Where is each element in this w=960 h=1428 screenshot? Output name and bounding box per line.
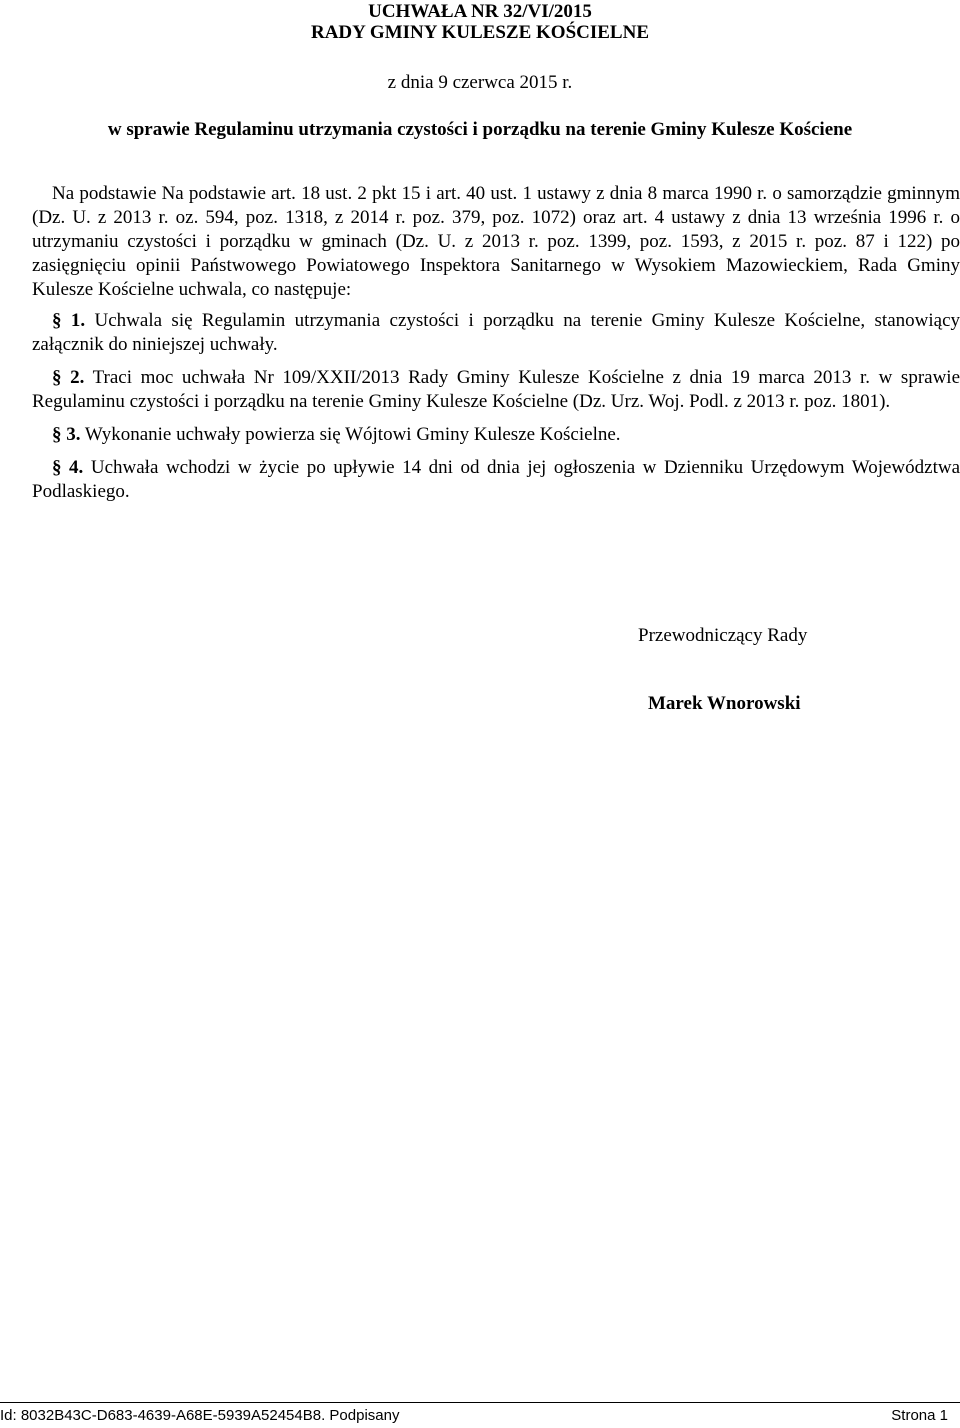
- footer-divider: [0, 1402, 960, 1403]
- resolution-subject: w sprawie Regulaminu utrzymania czystości i porządku na terenie Gminy Kulesze Kościene: [107, 119, 853, 140]
- paragraph-1: [32, 309, 960, 357]
- footer-page-number: Strona 1: [891, 1407, 948, 1424]
- footer-document-id: Id: 8032B43C-D683-4639-A68E-5939A52454B8. Podpisany: [0, 1407, 400, 1424]
- paragraph-text: Traci moc uchwała Nr 109/XXII/2013 Rady Gminy Kulesze Kościelne z dnia 19 marca 2013 r. w sprawie Regulaminu czystości i porządku na terenie Gminy Kulesze Kościelne (Dz. Urz. Woj. Podl. z 2013 r. poz. 1801).: [32, 367, 960, 412]
- signer-role: Przewodniczący Rady: [638, 625, 808, 646]
- council-name: RADY GMINY KULESZE KOŚCIELNE: [310, 22, 649, 43]
- preamble: Na podstawie Na podstawie art. 18 ust. 2 pkt 15 i art. 40 ust. 1 ustawy z dnia 8 marca 1990 r. o samorządzie gminnym (Dz. U. z 2013 r. oz. 594, poz. 1318, z 2014 r. poz. 379, poz. 1072) oraz art. 4 ustawy z dnia 13 września 1996 r. o utrzymaniu czystości i porządku w gminach (Dz. U. z 2013 r. poz. 1399, poz. 1593, z 2015 r. poz. 87 i 122) po zasięgnięciu opinii Państwowego Powiatowego Inspektora Sanitarnego w Wysokiem Mazowieckiem, Rada Gminy Kulesze Kościelne uchwala, co następuje:: [32, 183, 960, 300]
- paragraph-number: § 1.: [52, 310, 86, 331]
- signer-name: Marek Wnorowski: [648, 693, 801, 714]
- paragraph-3: [32, 423, 960, 447]
- paragraph-2: [32, 366, 960, 414]
- paragraph-text: Uchwała wchodzi w życie po upływie 14 dni od dnia jej ogłoszenia w Dzienniku Urzędowym Województwa Podlaskiego.: [32, 457, 960, 502]
- resolution-title: UCHWAŁA NR 32/VI/2015: [368, 1, 592, 22]
- paragraph-number: § 2.: [52, 367, 85, 388]
- resolution-date: z dnia 9 czerwca 2015 r.: [387, 72, 573, 93]
- paragraph-number: § 3.: [52, 424, 81, 445]
- paragraph-4: [32, 456, 960, 504]
- paragraph-text: Uchwala się Regulamin utrzymania czystości i porządku na terenie Gminy Kulesze Kościelne, stanowiący załącznik do niniejszej uchwały.: [32, 310, 960, 355]
- paragraph-number: § 4.: [52, 457, 84, 478]
- paragraph-text: Wykonanie uchwały powierza się Wójtowi Gminy Kulesze Kościelne.: [80, 424, 621, 445]
